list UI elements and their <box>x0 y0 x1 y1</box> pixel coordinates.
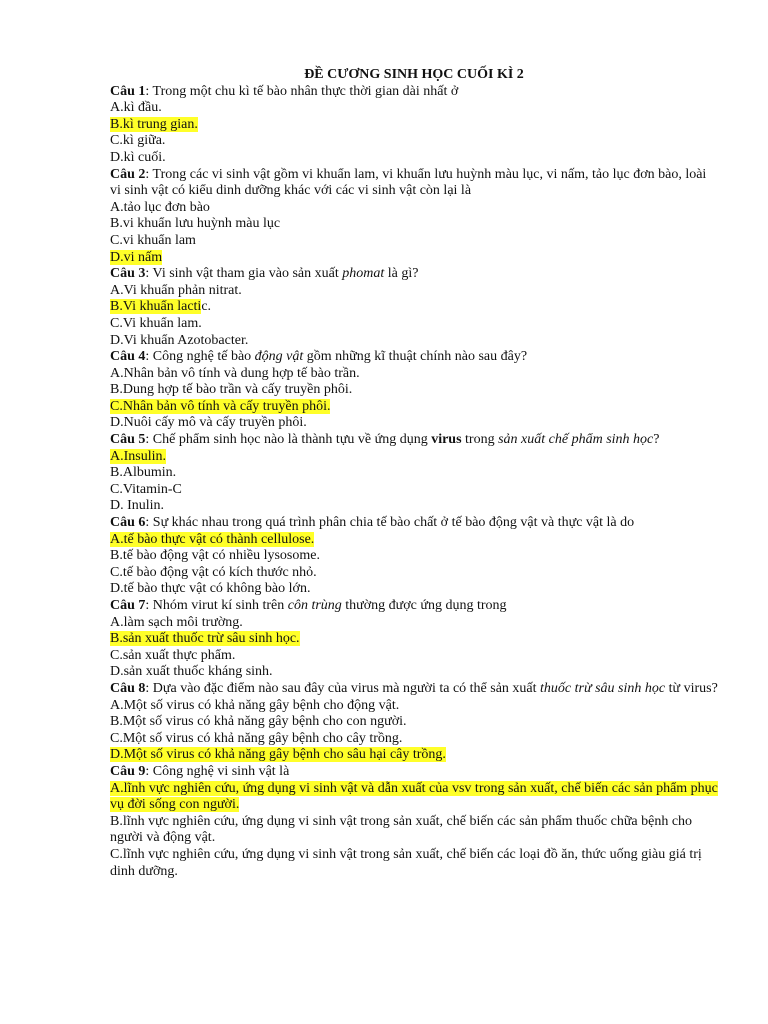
q8-option-b: B.Một số virus có khả năng gây bệnh cho con người. <box>110 714 407 730</box>
question-9 <box>110 764 720 781</box>
question-text-italic: côn trùng <box>287 598 342 613</box>
q8-option-d-answer: D.Một số virus có khả năng gây bệnh cho sâu hại cây trồng. <box>110 747 446 763</box>
q3-option-b-rest: c. <box>201 299 212 315</box>
q2-option-a: A.tảo lục đơn bào <box>110 199 210 215</box>
q9-option-c: C.lĩnh vực nghiên cứu, ứng dụng vi sinh vật trong sản xuất, chế biến các loại đồ ăn, thức uống giàu giá trị dinh dưỡng. <box>110 846 702 879</box>
question-text: thường được ứng dụng trong <box>341 598 507 613</box>
q8-option-c: C.Một số virus có khả năng gây bệnh cho cây trồng. <box>110 730 403 746</box>
question-text: : Vi sinh vật tham gia vào sản xuất <box>145 266 343 282</box>
question-text: : Trong một chu kì tế bào nhân thực thời gian dài nhất ở <box>145 83 459 99</box>
question-text: : Trong các vi sinh vật gồm vi khuẩn lam, vi khuẩn lưu huỳnh màu lục, vi nấm, tảo lục đơn bào, loài vi sinh vật có kiểu dinh dưỡng khác với các vi sinh vật còn lại là <box>110 166 707 199</box>
q2-option-d-answer: D.vi nấm <box>110 249 163 265</box>
question-text: trong <box>461 432 499 448</box>
question-text-italic: phomat <box>342 266 385 282</box>
question-8 <box>110 681 720 698</box>
q3-option-b <box>110 299 720 316</box>
document-page <box>110 67 720 880</box>
q6-option-a-answer: A.tế bào thực vật có thành cellulose. <box>110 531 315 547</box>
q2-option-c: C.vi khuẩn lam <box>110 232 196 248</box>
q3-option-a: A.Vi khuẩn phản nitrat. <box>110 282 242 298</box>
q5-option-c: C.Vitamin-C <box>110 481 182 497</box>
question-label: Câu 6 <box>110 515 146 531</box>
q4-option-a: A.Nhân bản vô tính và dung hợp tế bào trần. <box>110 365 360 381</box>
question-label: Câu 5 <box>110 432 146 448</box>
question-label: Câu 8 <box>110 680 146 696</box>
question-label: Câu 3 <box>110 266 146 282</box>
question-text-italic: động vật <box>254 349 304 365</box>
question-7 <box>110 598 720 615</box>
q9-option-b: B.lĩnh vực nghiên cứu, ứng dụng vi sinh vật trong sản xuất, chế biến các sản phẩm thuốc chữa bệnh cho người và động vật. <box>110 813 693 846</box>
q7-option-a: A.làm sạch môi trường. <box>110 614 243 630</box>
q3-option-b-answer: B.Vi khuẩn lacti <box>110 299 202 315</box>
question-text-bold: virus <box>431 432 462 448</box>
question-text: : Nhóm virut kí sinh trên <box>145 598 288 613</box>
q5-option-d: D. Inulin. <box>110 498 165 514</box>
q2-option-b: B.vi khuẩn lưu huỳnh màu lục <box>110 216 281 232</box>
question-text: : Công nghệ vi sinh vật là <box>145 763 290 779</box>
question-4 <box>110 349 720 366</box>
question-text: ? <box>653 432 660 448</box>
document-title: ĐỀ CƯƠNG SINH HỌC CUỐI KÌ 2 <box>304 67 524 82</box>
question-label: Câu 9 <box>110 763 146 779</box>
q6-option-c: C.tế bào động vật có kích thước nhỏ. <box>110 564 317 580</box>
question-label: Câu 1 <box>110 83 146 99</box>
q7-option-b-answer: B.sản xuất thuốc trừ sâu sinh học. <box>110 631 300 647</box>
question-text: từ virus? <box>665 680 718 696</box>
question-label: Câu 4 <box>110 349 146 365</box>
q1-option-d: D.kì cuối. <box>110 149 166 165</box>
q6-option-d: D.tế bào thực vật có không bào lớn. <box>110 581 311 597</box>
question-2 <box>110 167 720 200</box>
q1-option-a: A.kì đầu. <box>110 100 162 116</box>
q1-option-b-answer: B.kì trung gian. <box>110 116 198 132</box>
question-5 <box>110 432 720 449</box>
q1-option-c: C.kì giữa. <box>110 133 166 149</box>
question-label: Câu 7 <box>110 598 146 613</box>
q4-option-b: B.Dung hợp tế bào trần và cấy truyền phôi. <box>110 382 353 398</box>
question-1 <box>110 84 720 101</box>
question-3 <box>110 266 720 283</box>
question-text: là gì? <box>384 266 419 282</box>
question-text: : Chế phẩm sinh học nào là thành tựu về ứng dụng <box>145 432 432 448</box>
question-text: gồm những kĩ thuật chính nào sau đây? <box>303 349 528 365</box>
question-text-italic: thuốc trừ sâu sinh học <box>540 680 666 696</box>
question-6 <box>110 515 720 532</box>
q3-option-d: D.Vi khuẩn Azotobacter. <box>110 332 249 348</box>
q5-option-a-answer: A.Insulin. <box>110 448 166 464</box>
question-text: : Dựa vào đặc điểm nào sau đây của virus mà người ta có thể sản xuất <box>145 680 541 696</box>
q6-option-b: B.tế bào động vật có nhiều lysosome. <box>110 548 320 564</box>
q4-option-d: D.Nuôi cấy mô và cấy truyền phôi. <box>110 415 307 431</box>
q8-option-a: A.Một số virus có khả năng gây bệnh cho động vật. <box>110 697 400 713</box>
q4-option-c-answer: C.Nhân bản vô tính và cấy truyền phôi. <box>110 398 331 414</box>
q3-option-c: C.Vi khuẩn lam. <box>110 315 202 331</box>
q5-option-b: B.Albumin. <box>110 465 177 481</box>
question-label: Câu 2 <box>110 166 146 182</box>
question-text-italic: sản xuất chế phẩm sinh học <box>498 432 654 448</box>
q9-option-a-answer: A.lĩnh vực nghiên cứu, ứng dụng vi sinh vật và dẫn xuất của vsv trong sản xuất, chế biến các sản phẩm phục vụ đời sống con người. <box>110 780 718 813</box>
question-text: : Công nghệ tế bào <box>145 349 255 365</box>
question-text: : Sự khác nhau trong quá trình phân chia tế bào chất ở tế bào động vật và thực vật là do <box>145 515 635 531</box>
q7-option-c: C.sản xuất thực phẩm. <box>110 647 236 663</box>
q7-option-d: D.sản xuất thuốc kháng sinh. <box>110 664 273 680</box>
